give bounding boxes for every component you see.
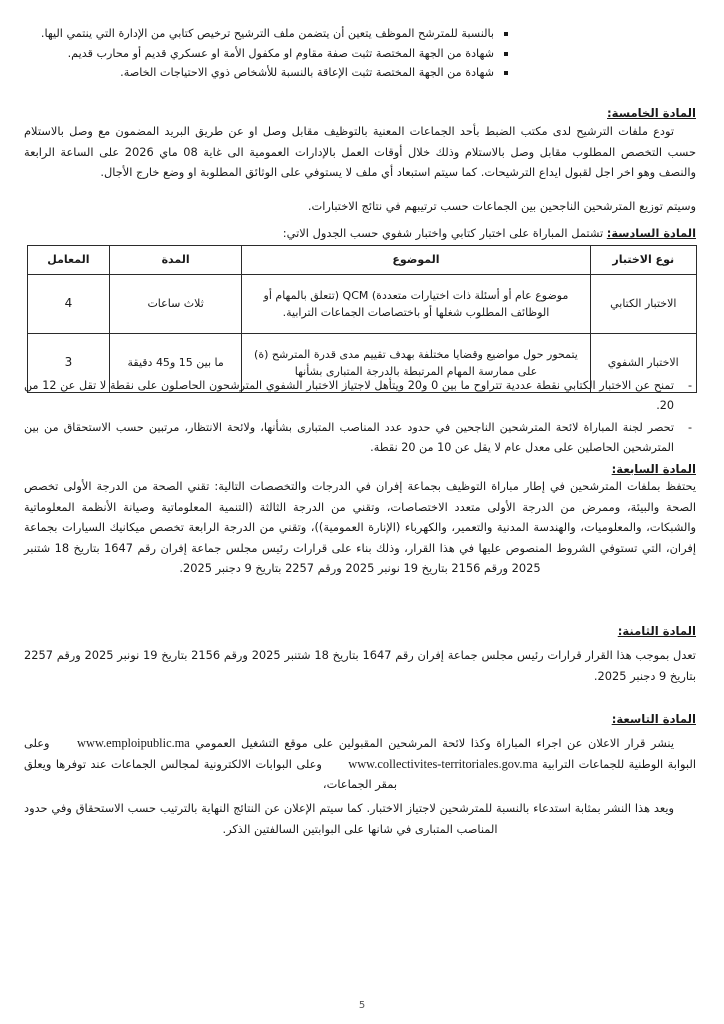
spacer [24,638,696,645]
article-eight-paragraph: تعدل بموجب هذا القرار قرارات رئيس مجلس جماعة إفران رقم 1647 بتاريخ 18 شتنبر 2025 ورقم 2156 بتاريخ 19 نونبر 2025 ورقم 2257 بتاريخ 9 دجنبر 2025. [24,648,696,683]
article-six-heading-line [24,226,696,240]
table-header-row [28,246,697,275]
list-item: بالنسبة للمترشح الموظف يتعين أن يتضمن ملف الترشيح ترخيص كتابي من الإدارة التي ينتمي اليها. [10,24,508,44]
article-nine-paragraph-two: ويعد هذا النشر بمثابة استدعاء بالنسبة للمترشحين لاجتياز الاختبار. كما سيتم الإعلان عن النتائج النهاية بالترتيب حسب الاستحقاق وفي حدود المناصب المتبارى في شانها على البوابتين السالفتين الذكر. [24,801,674,836]
article-seven-paragraph: يحتفظ بملفات المترشحين في إطار مباراة التوظيف بجماعة إفران في الدرجات والتخصصات التالية: تقني الصحة من الدرجة الأولى تخصص الصحة والبيئة، وممرض من الدرجة الأولى متعدد الاختصاصات، وتقني من الدرجة الثالثة (التنمية المعلوماتية وصيانة الأنظمة المعلوماتية والشبكات، والمعلوميات، والهندسة المدنية والتعمير، والكهرباء (الإنارة العمومية))، وتقني من الدرجة الرابعة تخصص ميكانيك السيارات بجماعة إفران، التي تستوفي الشروط المنصوص عليها في هذا القرار، وذلك بناء على قرارات رئيس مجلس جماعة إفران رقم 1647 بتاريخ 18 شتنبر 2025 ورقم 2156 بتاريخ 19 نونبر 2025 ورقم 2257 بتاريخ 9 دجنبر 2025. [24,479,696,575]
article-six-lead: تشتمل المباراة على اختبار كتابي واختبار شفوي حسب الجدول الاتي: [282,226,607,240]
spacer [24,726,696,733]
column-header-coefficient: المعامل [28,246,110,275]
article-six-heading: المادة السادسة: [606,226,696,240]
cell-duration: ثلاث ساعات [109,275,242,334]
list-item: - تمنح عن الاختبار الكتابي نقطة عددية تتراوح ما بين 0 و20 ويتأهل لاجتياز الاختبار الشفوي المترشحون الحاصلون على نقطة لا تقل عن 12 من 20. [24,376,696,416]
page-number: 5 [358,1000,366,1011]
list-item: شهادة من الجهة المختصة تثبت صفة مقاوم او مكفول الأمة او عسكري قديم أو محارب قديم. [10,44,508,64]
article-eight-section [24,624,696,686]
article-nine-text-part-one: ينشر قرار الاعلان عن اجراء المباراة وكذا لائحة المرشحين المقبولين على موقع التشغيل العمومي [189,736,674,750]
column-header-exam-type: نوع الاختبار [590,246,697,275]
cell-exam-type: الاختبار الكتابي [590,275,697,334]
table-row [28,275,697,334]
list-item: شهادة من الجهة المختصة تثبت الإعاقة بالنسبة للأشخاص ذوي الاحتياجات الخاصة. [10,63,508,83]
column-header-subject: الموضوع [242,246,590,275]
exam-notes-list [24,376,696,460]
article-five-paragraph: تودع ملفات الترشيح لدى مكتب الضبط بأحد الجماعات المعنية بالتوظيف مقابل وصل او عن طريق البريد المضمون مع وصل بالاستلام حسب التخصص المطلوب مقابل وصل بالاستلام وذلك خلال أوقات العمل بالإدارات العمومية الى غاية 08 ماي 2026 على الساعة الرابعة والنصف وهو اخر اجل لقبول ايداع الترشيحات. كما سيتم استبعاد أي ملف لا يستوفي على الوثائق المطلوبة او وضع خارج الأجال. [24,124,697,179]
article-seven-heading: المادة السابعة: [611,462,696,476]
article-eight-heading: المادة الثامنة: [617,624,696,638]
collectivites-territoriales-url-link[interactable]: www.collectivites-territoriales.gov.ma [348,756,538,771]
cell-duration: ما بين 15 و45 دقيقة [109,334,242,393]
cell-coefficient: 3 [28,334,110,393]
article-nine-paragraph [24,733,696,795]
column-header-duration: المدة [109,246,242,275]
exam-table [27,245,697,393]
article-six-section [24,226,696,240]
article-nine-text-part-two: وعلى البوابة الوطنية للجماعات الترابية [24,736,696,771]
article-five-paragraph-two: وسيتم توزيع المترشحين الناجحين بين الجماعات حسب ترتيبهم في نتائج الاختبارات. [307,199,696,213]
cell-exam-type: الاختبار الشفوي [590,334,697,393]
article-nine-paragraph-two-wrapper [24,798,696,839]
cell-coefficient: 4 [28,275,110,334]
cell-subject: يتمحور حول مواضيع وقضايا مختلفة بهدف تقييم مدى قدرة المترشح (ة) على ممارسة المهام المرتبطة بالدرجة المتبارى بشأنها [242,334,590,393]
article-nine-text-part-three: وعلى البوابات الالكترونية لمجالس الجماعات عند توفرها ويعلق بمقر الجماعات، [24,756,398,791]
article-nine-heading: المادة التاسعة: [611,712,696,726]
cell-subject: موضوع عام أو أسئلة ذات اختيارات متعددة) QCM (تتعلق بالمهام أو الوظائف المطلوب شغلها أو باختصاصات الجماعات الترابية. [242,275,590,334]
article-nine-section [24,712,696,795]
list-item: - تحصر لجنة المباراة لائحة المترشحين الناجحين في حدود عدد المناصب المتبارى بشأنها، ولائحة الانتظار، مرتبين حسب الاستحقاق من بين المترشحين الحاصلين على معدل عام لا يقل عن 10 من 20 نقطة. [24,418,696,458]
article-seven-section [24,462,696,579]
article-five-section [24,106,696,183]
requirements-bullet-list [10,24,508,83]
article-five-heading: المادة الخامسة: [607,106,696,120]
emploipublic-url-link[interactable]: www.emploipublic.ma [77,736,190,750]
